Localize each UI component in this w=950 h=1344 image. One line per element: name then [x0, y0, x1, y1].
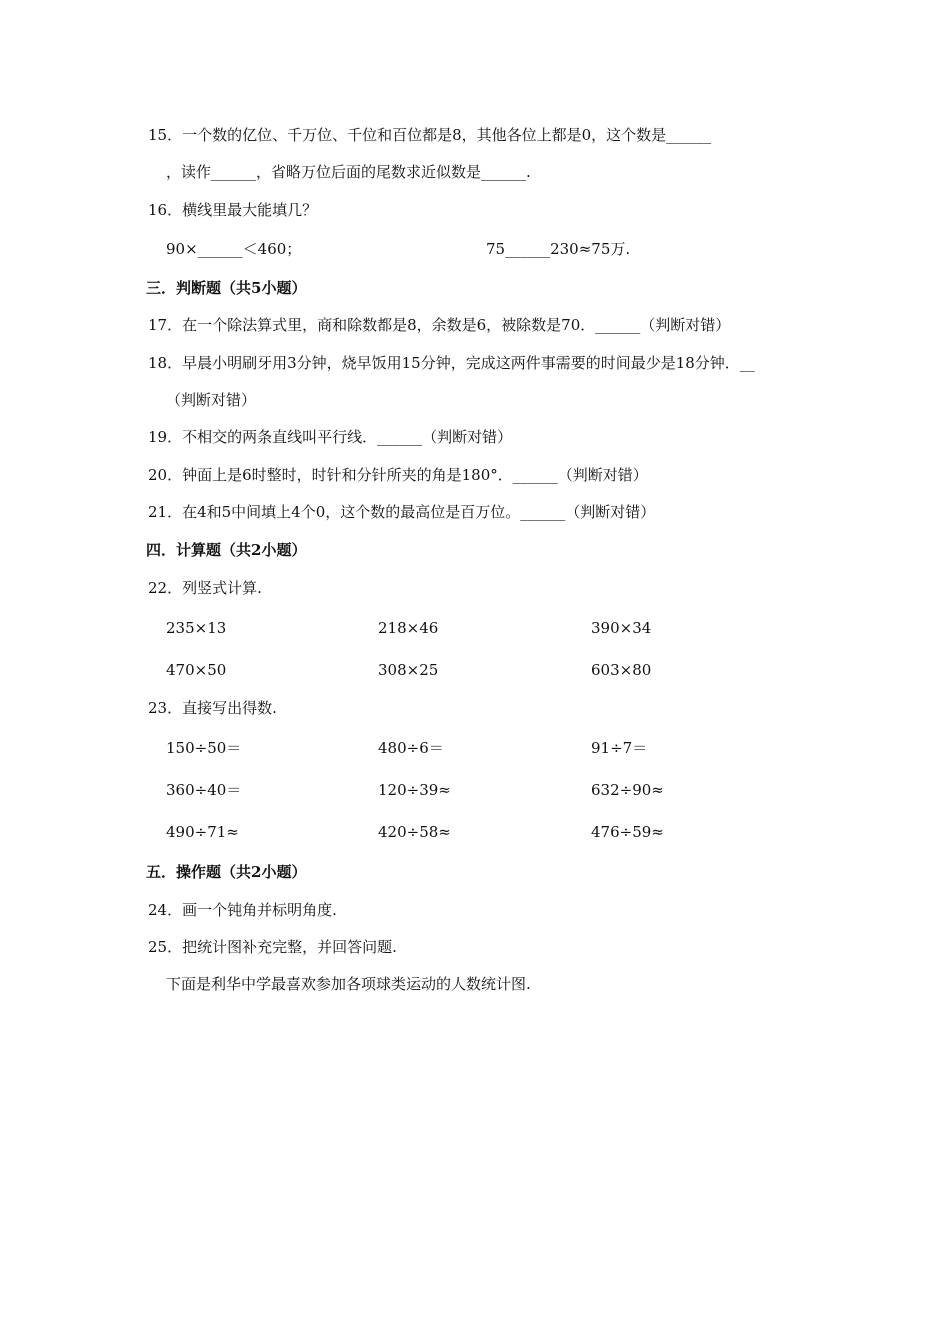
- q23-item: 360÷40＝: [166, 781, 242, 799]
- q16-right: 75______230≈75万.: [486, 240, 631, 258]
- q22-item: 470×50: [166, 661, 227, 679]
- question-21: 21．在4和5中间填上4个0，这个数的最高位是百万位。______（判断对错）: [148, 503, 656, 521]
- q23-item: 420÷58≈: [378, 823, 451, 841]
- q18-line1: 18．早晨小明刷牙用3分钟，烧早饭用15分钟，完成这两件事需要的时间最少是18分钟．__: [148, 354, 755, 372]
- q16-title: 16．横线里最大能填几？: [148, 201, 318, 219]
- question-20: 20．钟面上是6时整时，时针和分针所夹的角是180°．______（判断对错）: [148, 466, 648, 484]
- q18-line2: （判断对错）: [166, 391, 257, 409]
- q23-item: 120÷39≈: [378, 781, 451, 799]
- q23-item: 490÷71≈: [166, 823, 239, 841]
- q23-item: 480÷6＝: [378, 739, 444, 757]
- q22-title: 22．列竖式计算.: [148, 579, 262, 597]
- q23-item: 632÷90≈: [591, 781, 664, 799]
- q23-item: 476÷59≈: [591, 823, 664, 841]
- section-4-heading: 四．计算题（共2小题）: [146, 541, 307, 559]
- question-24: 24．画一个钝角并标明角度.: [148, 901, 337, 919]
- section-5-heading: 五．操作题（共2小题）: [146, 863, 307, 881]
- q15-line1: 15．一个数的亿位、千万位、千位和百位都是8，其他各位上都是0，这个数是______: [148, 126, 712, 144]
- q22-item: 218×46: [378, 619, 439, 637]
- q23-title: 23．直接写出得数.: [148, 699, 277, 717]
- q22-item: 603×80: [591, 661, 652, 679]
- q22-item: 390×34: [591, 619, 652, 637]
- q23-item: 150÷50＝: [166, 739, 242, 757]
- q25-title: 25．把统计图补充完整，并回答问题.: [148, 938, 397, 956]
- q23-item: 91÷7＝: [591, 739, 648, 757]
- q16-left: 90×______＜460；: [166, 240, 302, 258]
- question-19: 19．不相交的两条直线叫平行线．______（判断对错）: [148, 428, 513, 446]
- q22-item: 235×13: [166, 619, 227, 637]
- question-17: 17．在一个除法算式里，商和除数都是8，余数是6，被除数是70．______（判断对错）: [148, 316, 731, 334]
- q15-line2: ，读作______，省略万位后面的尾数求近似数是______.: [166, 163, 531, 181]
- q22-item: 308×25: [378, 661, 439, 679]
- q25-subtitle: 下面是利华中学最喜欢参加各项球类运动的人数统计图.: [166, 975, 531, 993]
- section-3-heading: 三．判断题（共5小题）: [146, 279, 307, 297]
